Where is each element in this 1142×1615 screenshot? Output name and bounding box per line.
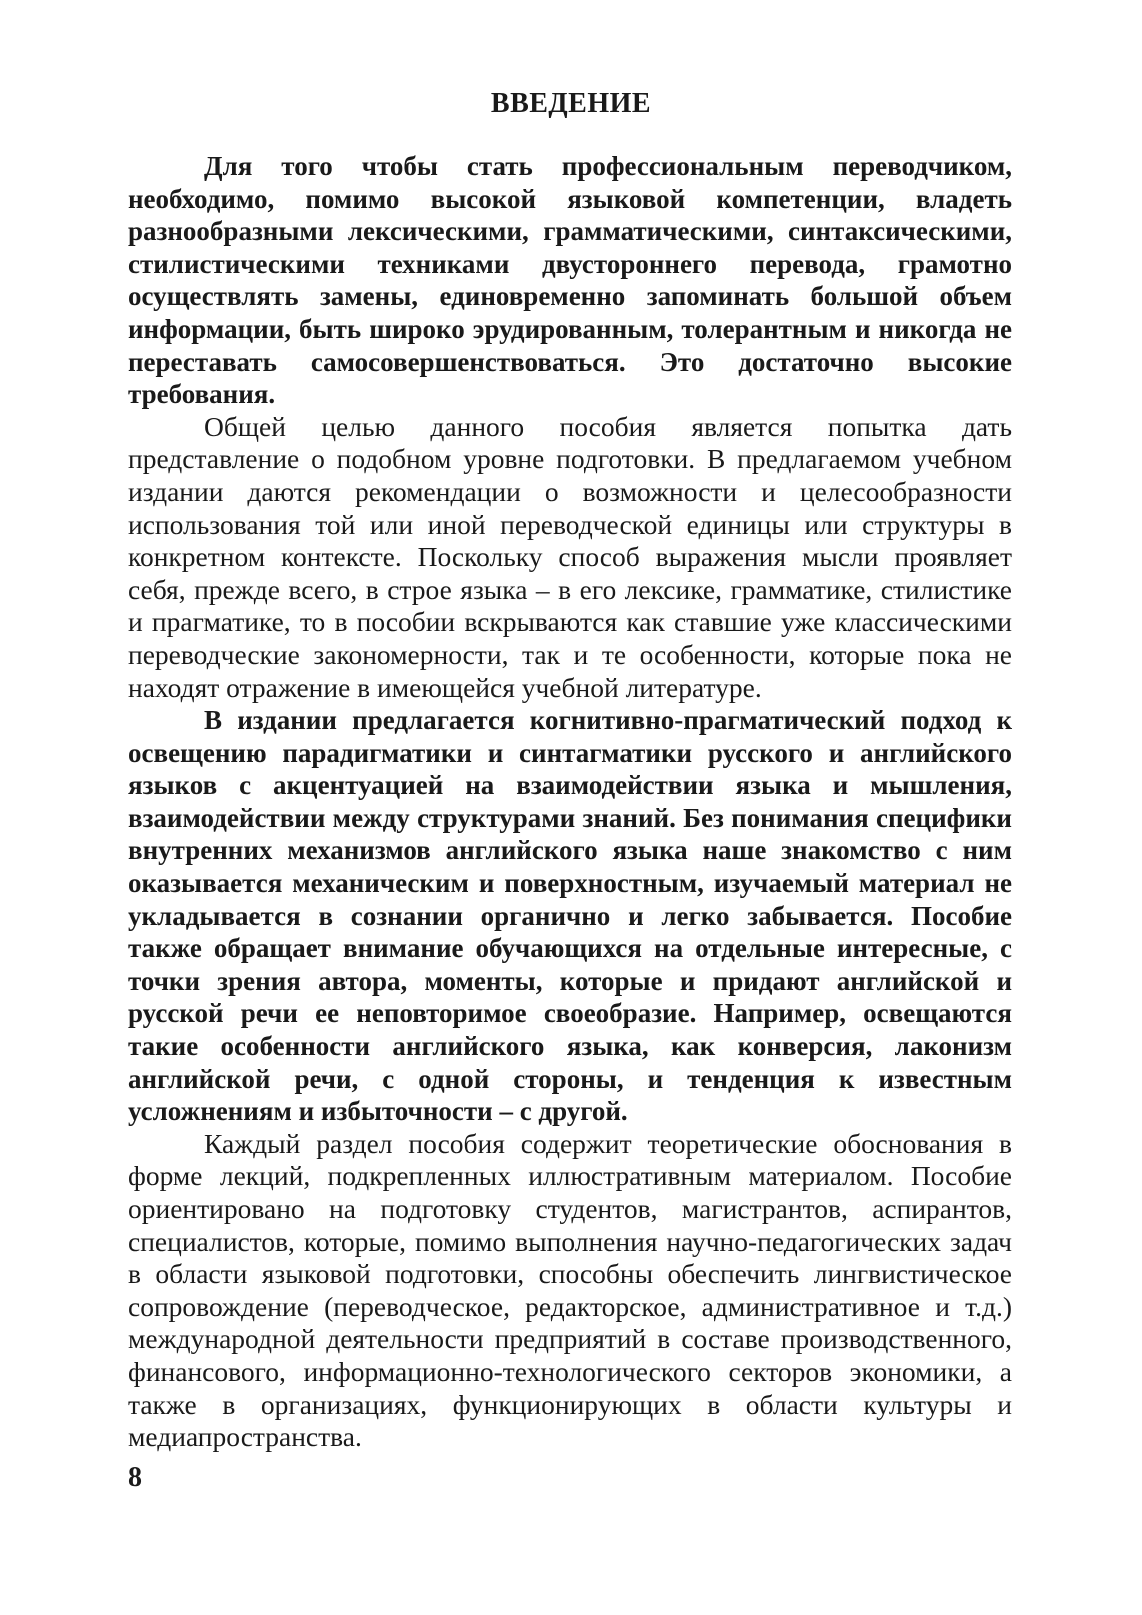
paragraph-2: Общей целью данного пособия является попытка дать представление о подобном уровне подготовки. В предлагаемом учебном издании даются рекомендации о возможности и целесообразности использования той или иной переводческой единицы или структуры в конкретном контексте. Поскольку способ выражения мысли проявляет себя, прежде всего, в строе языка – в его лексике, грамматике, стилистике и прагматике, то в пособии вскрываются как ставшие уже классическими переводческие закономерности, так и те особенности, которые пока не находят отражение в имеющейся учебной литературе. bbox=[128, 410, 1012, 703]
paragraph-3: В издании предлагается когнитивно-прагматический подход к освещению парадигматики и синтагматики русского и английского языков с акцентуацией на взаимодействии языка и мышления, взаимодействии между структурами знаний. Без понимания специфики внутренних механизмов английского языка наше знакомство с ним оказывается механическим и поверхностным, изучаемый материал не укладывается в сознании органично и легко забывается. Пособие также обращает внимание обучающихся на отдельные интересные, с точки зрения автора, моменты, которые и придают английской и русской речи ее неповторимое своеобразие. Например, освещаются такие особенности английского языка, как конверсия, лаконизм английской речи, с одной стороны, и тенденция к известным усложнениям и избыточности – с другой. bbox=[128, 705, 1012, 1127]
page-number: 8 bbox=[128, 1462, 142, 1493]
page-title: ВВЕДЕНИЕ bbox=[490, 88, 652, 119]
paragraph-1: Для того чтобы стать профессиональным переводчиком, необходимо, помимо высокой языковой компетенции, владеть разнообразными лексическими, грамматическими, синтаксическими, стилистическими техниками двустороннего перевода, грамотно осуществлять замены, единовременно запоминать большой объем информации, быть широко эрудированным, толерантным и никогда не переставать самосовершенствоваться. Это достаточно высокие требования. bbox=[128, 151, 1012, 410]
body-text bbox=[128, 150, 1012, 1454]
paragraph-4: Каждый раздел пособия содержит теоретические обоснования в форме лекций, подкрепленных иллюстративным материалом. Пособие ориентировано на подготовку студентов, магистрантов, аспирантов, специалистов, которые, помимо выполнения научно-педагогических задач в области языковой подготовки, способны обеспечить лингвистическое сопровождение (переводческое, редакторское, административное и т.д.) международной деятельности предприятий в составе производственного, финансового, информационно-технологического секторов экономики, а также в организациях, функционирующих в области культуры и медиапространства. bbox=[128, 1127, 1012, 1453]
